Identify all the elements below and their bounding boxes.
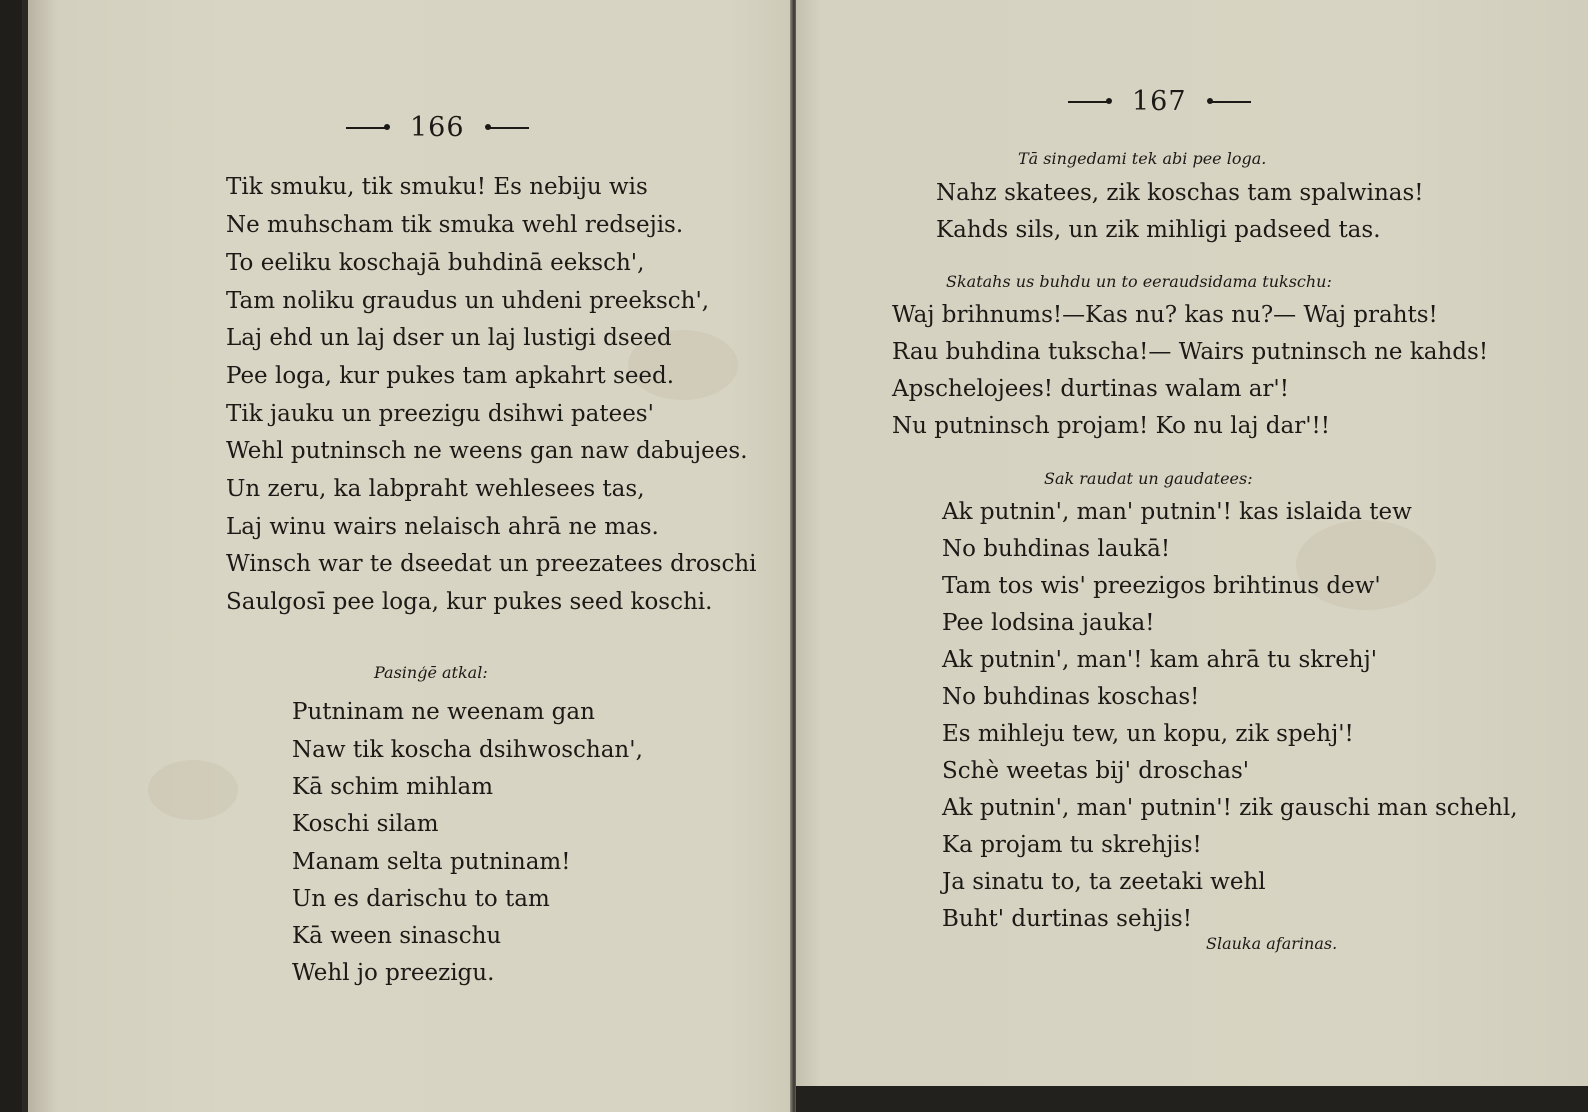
- page-number: 166: [410, 112, 465, 143]
- verse-line: Ak putnin', man' putnin'! kas islaida tew: [942, 499, 1412, 525]
- page-number: 167: [1132, 86, 1187, 117]
- verse-line: Ak putnin', man' putnin'! zik gauschi man schehl,: [942, 795, 1518, 821]
- verse-line: No buhdinas laukā!: [942, 536, 1171, 562]
- verse-line: Ja sinatu to, ta zeetaki wehl: [942, 869, 1266, 895]
- verse-line: Koschi silam: [292, 811, 439, 837]
- verse-line: Waj brihnums!—Kas nu? kas nu?— Waj prahts!: [892, 302, 1438, 328]
- verse-line: Naw tik koscha dsihwoschan',: [292, 737, 643, 763]
- verse-line: Putninam ne weenam gan: [292, 699, 595, 725]
- verse-line: Kā schim mihlam: [292, 774, 494, 800]
- stage-direction: Sak raudat un gaudatees:: [1044, 469, 1253, 488]
- author-signature: Slauka afarinas.: [1206, 934, 1338, 953]
- verse-line: Es mihleju tew, un kopu, zik spehj'!: [942, 721, 1354, 747]
- verse-line: Ak putnin', man'! kam ahrā tu skrehj': [942, 647, 1378, 673]
- verse-line: To eeliku koschajā buhdinā eeksch',: [226, 250, 645, 276]
- header-rule-icon: [346, 127, 388, 129]
- verse-line: Ka projam tu skrehjis!: [942, 832, 1202, 858]
- verse-line: Tik smuku, tik smuku! Es nebiju wis: [226, 174, 648, 200]
- verse-line: Un zeru, ka labpraht wehlesees tas,: [226, 476, 645, 502]
- stage-direction: Tā singedami tek abi pee loga.: [1018, 149, 1267, 168]
- header-rule-icon: [1068, 101, 1110, 103]
- verse-line: Pee lodsina jauka!: [942, 610, 1155, 636]
- header-rule-icon: [1209, 101, 1251, 103]
- verse-line: Winsch war te dseedat un preezatees droschi: [226, 551, 757, 577]
- verse-line: Wehl jo preezigu.: [292, 960, 495, 986]
- page-edge-shadow: [796, 1086, 1588, 1112]
- paper-stain: [148, 760, 238, 820]
- verse-line: Tam noliku graudus un uhdeni preeksch',: [226, 288, 710, 314]
- left-page: [22, 0, 800, 1112]
- verse-line: Kā ween sinaschu: [292, 923, 502, 949]
- verse-line: Apschelojees! durtinas walam ar'!: [892, 376, 1289, 402]
- verse-line: Ne muhscham tik smuka wehl redsejis.: [226, 212, 684, 238]
- stage-direction: Skatahs us buhdu un to eeraudsidama tukschu:: [946, 272, 1332, 291]
- verse-line: No buhdinas koschas!: [942, 684, 1200, 710]
- verse-line: Rau buhdina tukscha!— Wairs putninsch ne kahds!: [892, 339, 1489, 365]
- right-page: [796, 0, 1588, 1086]
- verse-line: Wehl putninsch ne weens gan naw dabujees.: [226, 438, 748, 464]
- verse-line: Laj ehd un laj dser un laj lustigi dseed: [226, 325, 672, 351]
- verse-line: Nahz skatees, zik koschas tam spalwinas!: [936, 180, 1424, 206]
- page-header-right: [1068, 86, 1251, 117]
- stage-direction: Pasinģē atkal:: [374, 663, 488, 682]
- verse-line: Pee loga, kur pukes tam apkahrt seed.: [226, 363, 675, 389]
- verse-line: Un es darischu to tam: [292, 886, 550, 912]
- page-header-left: [346, 112, 529, 143]
- verse-line: Nu putninsch projam! Ko nu laj dar'!!: [892, 413, 1330, 439]
- verse-line: Manam selta putninam!: [292, 849, 571, 875]
- verse-line: Laj winu wairs nelaisch ahrā ne mas.: [226, 514, 659, 540]
- verse-line: Schè weetas bij' droschas': [942, 758, 1250, 784]
- verse-line: Tam tos wis' preezigos brihtinus dew': [942, 573, 1381, 599]
- verse-line: Kahds sils, un zik mihligi padseed tas.: [936, 217, 1381, 243]
- header-rule-icon: [487, 127, 529, 129]
- verse-line: Saulgosī pee loga, kur pukes seed koschi.: [226, 589, 713, 615]
- verse-line: Tik jauku un preezigu dsihwi patees': [226, 401, 654, 427]
- verse-line: Buht' durtinas sehjis!: [942, 906, 1192, 932]
